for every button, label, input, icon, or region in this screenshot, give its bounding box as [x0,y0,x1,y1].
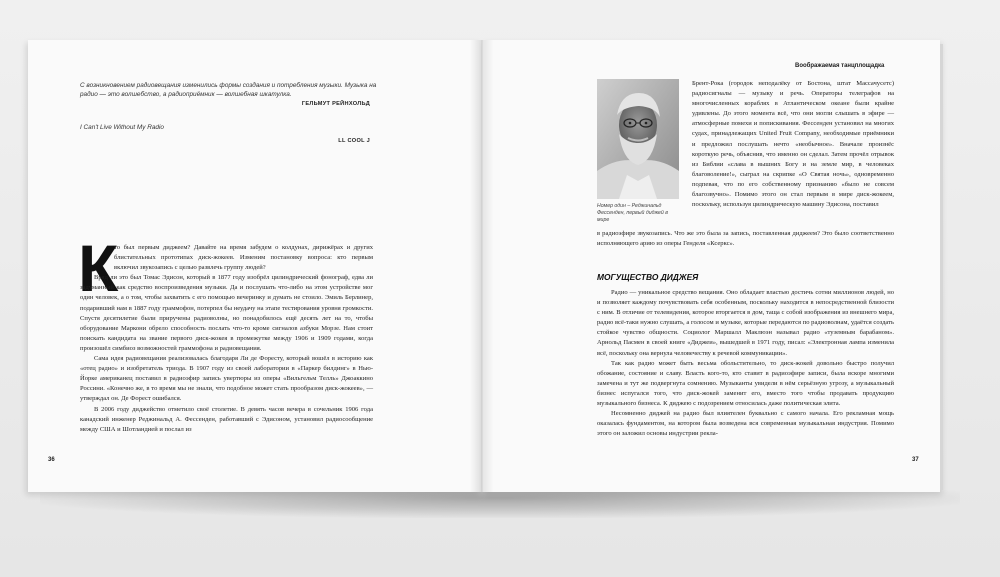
paragraph: то был первым диджеем? Давайте на время забудем о колдунах, дирижёрах и других блистательных прототипах диск-жокеев. Изменим постановку вопроса: кто первым включил звукозапись с целью развлечь группу людей? [114,244,373,272]
running-header: Воображаемая танцплощадка [795,63,885,69]
page-number-left: 36 [48,457,55,463]
portrait-photo [597,79,679,199]
right-intro-continuation: в радиоэфире звукозапись. Что же это была за запись, поставленная диджеем? Это было соответственно исполняющего арию из оперы Генделя «Ксеркс». [597,230,894,248]
paragraph: В 2006 году диджейство отметило своё столетие. В девять часов вечера в сочельник 1906 года канадский инженер Реджинальд А. Фессенден, работавший с Эдисоном, установил радиосообщение между США и Шотландией и послал из [80,405,373,433]
epigraph-quote-2: I Can't Live Without My Radio [80,124,164,131]
paragraph: Сама идея радиовещания реализовалась благодаря Ли де Форесту, который вошёл в историю как «отец радио» и изобретатель триода. В 1907 году из своей лаборатории в «Паркер билдинг» в Нью-Йорке американец поставил в радиоэфир запись увертюры из оперы «Вильгельм Телль» Джоаккино Россини. «Конечно же, в то время мы не знали, что подобное может стать прообразом диск-жокеев», — утверждал он. Де Форест ошибался. [80,355,373,403]
epigraph-quote: С возникновением радиовещания изменились формы создания и потребления музыки. Музыка на радио — это волшебство, а радиоприёмник — волшебная шкатулка. [80,82,377,99]
left-body-text [78,231,373,435]
paragraph: Так как радио может быть весьма обольстительно, то диск-жокей довольно быстро получил обожание, состояние и славу. Власть кого-то, кто ставит в радиоэфире записи, была вскоре многими замечена и тут же подвергнута сомнению. Музыканты увидели в нём серьёзную угрозу, а музыкальный бизнес испугался того, что диск-жокей заменит его, вместо того чтобы продавать продукцию музыкального бизнеса. К диджею с подозрением относилась даже политическая элита. [597,359,894,408]
book-gutter [470,40,494,492]
right-body-text [597,288,894,439]
page-number-right: 37 [912,457,919,463]
paragraph: Радио — уникальное средство вещания. Оно обладает властью достичь сотни миллионов людей, но и позволяет каждому почувствовать себя особенным, поскольку находится в непосредственной близости с ним. В отличие от телевидения, которое вторгается в дом, таща с собой изображения из внешнего мира, радио всё-таки нужно слушать, а голосом и музыке, которые передаются по радиоволнам, удаётся создать стойкое чувство общности. Социолог Маршалл Маклюэн называл радио «туземным барабаном». Арнольд Пасмен в своей книге «Диджеи», вышедшей в 1971 году, писал: «Электронная лампа изменила всё, поскольку она вернула человечеству к речевой коммуникации». [597,289,894,357]
paragraph: Несомненно диджей на радио был влиятелен буквально с самого начала. Его рекламная мощь оказалась фундаментом, на котором была возведена вся современная музыкальная индустрия. Помимо этого он заложил основы индустрии рекла- [597,410,894,438]
section-heading: МОГУЩЕСТВО ДИДЖЕЯ [597,272,699,282]
photo-caption: Номер один – Реджинальд Фессенден, первый диджей в мире [597,203,668,224]
right-intro-text: Брент-Рока (городок неподалёку от Бостона, штат Массачусетс) радиосигналы — музыку и речь. Операторы телеграфов на многочисленных кораблях в Атлантическом океане были крайне удивлены. До этого момента всё, что они могли слышать в эфире — атмосферные помехи и попискивания. Фессенден установил на многих судах, принадлежащих United Fruit Company, необходимые приёмники и предложил послушать нечто «необычное». Вначале произнёс короткую речь, объяснив, что именно он сделал. Затем прочёл отрывок из Библии «слава в вышних Богу и на земле мир, в человеках благоволение!», сыграл на скрипке «О Святая ночь», одновременно подпевая, что по его собственному признанию «было не совсем благозвучно». Помимо этого он стал первым в мире диск-жокеем, поскольку, используя цилиндрическую машину Эдисона, поставил [692,80,894,209]
page-edge [940,44,943,490]
drop-cap: К [78,231,119,305]
paragraph: Вряд ли это был Томас Эдисон, который в 1877 году изобрёл цилиндрический фонограф, едва ли задуманный как средство воспроизведения музыки. Да и послушать что-либо на этом устройстве мог один человек, а о том, чтобы захватить с его помощью вечеринку и думать не стоило. Эмиль Берлинер, подаривший нам в 1887 году граммофон, потерпел бы неудачу на этапе тестирования уровня громкости. Спустя десятилетие были приручены радиоволны, но понадобилось ещё десять лет на то, чтобы оборудование Маркони обрело способность послать что-то кроме сигналов азбуки Морзе. Нам стоит поискать кандидата на звание первого диск-жокея в промежутке между 1906 и 1909 годами, когда произошёл симбиоз возможностей граммофона и радиовещания. [80,274,373,352]
epigraph-author-2: LL COOL J [338,138,370,144]
epigraph-author: ГЕЛЬМУТ РЕЙНХОЛЬД [301,101,370,107]
